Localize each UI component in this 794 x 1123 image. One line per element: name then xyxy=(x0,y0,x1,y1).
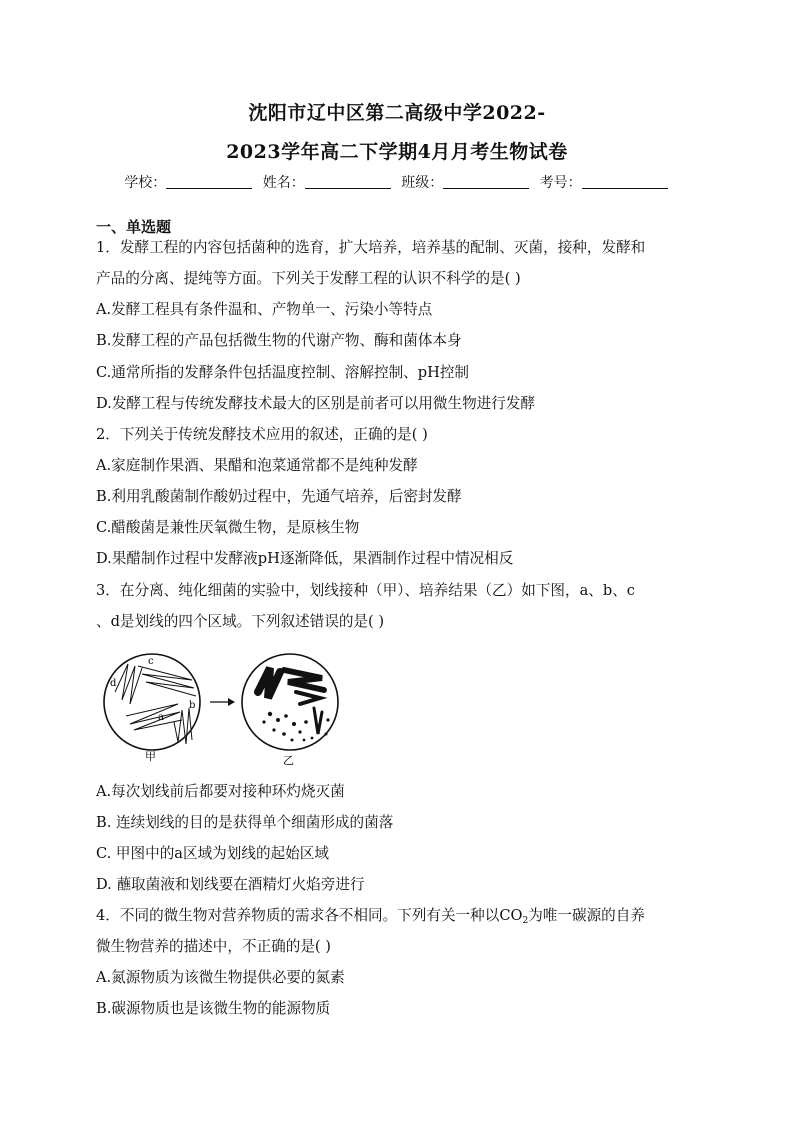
plate-jia-label: 甲 xyxy=(145,750,156,763)
name-label: 姓名： xyxy=(262,175,305,191)
exam-title-line1: 沈阳市辽中区第二高级中学2022- xyxy=(248,102,546,124)
q2-stem: 2．下列关于传统发酵技术应用的叙述，正确的是( ) xyxy=(96,426,428,443)
zone-b-label: b xyxy=(189,700,196,711)
exam-title-line2: 2023学年高二下学期4月月考生物试卷 xyxy=(226,141,568,163)
q1-option-b: B.发酵工程的产品包括微生物的代谢产物、酶和菌体本身 xyxy=(96,332,462,349)
q4-stem-part2: 为唯一碳源的自养 xyxy=(528,907,645,924)
class-blank[interactable] xyxy=(443,174,529,189)
zone-c-label: c xyxy=(148,656,154,667)
q2-option-d: D.果醋制作过程中发酵液pH逐渐降低，果酒制作过程中情况相反 xyxy=(96,550,514,567)
q1-stem-line1: 1．发酵工程的内容包括菌种的选育，扩大培养，培养基的配制、灭菌，接种，发酵和 xyxy=(96,239,646,256)
q4-stem-line1 xyxy=(96,906,645,931)
q1-option-d: D.发酵工程与传统发酵技术最大的区别是前者可以用微生物进行发酵 xyxy=(96,395,536,412)
plate-yi-label: 乙 xyxy=(283,754,294,767)
q1-option-c: C.通常所指的发酵条件包括温度控制、溶解控制、pH控制 xyxy=(96,364,470,381)
arrow-head-icon xyxy=(228,698,235,706)
student-info-row xyxy=(0,172,794,192)
q3-stem-line1: 3．在分离、纯化细菌的实验中，划线接种（甲）、培养结果（乙）如下图，a、b、c xyxy=(96,582,635,599)
q2-option-c: C.醋酸菌是兼性厌氧微生物，是原核生物 xyxy=(96,519,360,536)
q4-option-b: B.碳源物质也是该微生物的能源物质 xyxy=(96,1000,331,1017)
q4-option-a: A.氮源物质为该微生物提供必要的氮素 xyxy=(96,969,345,986)
plate-jia-dish xyxy=(104,654,200,750)
school-blank[interactable] xyxy=(166,174,252,189)
exam-no-label: 考号： xyxy=(539,175,582,191)
zone-d-label: d xyxy=(110,678,117,689)
q3-option-c: C. 甲图中的a区域为划线的起始区域 xyxy=(96,845,329,862)
q1-stem-line2: 产品的分离、提纯等方面。下列关于发酵工程的认识不科学的是( ) xyxy=(96,270,521,287)
name-blank[interactable] xyxy=(305,174,391,189)
streak-lines xyxy=(115,664,196,744)
q2-option-b: B.利用乳酸菌制作酸奶过程中，先通气培养，后密封发酵 xyxy=(96,488,462,505)
q4-stem-part1: 4．不同的微生物对营养物质的需求各不相同。下列有关一种以CO xyxy=(96,907,523,924)
q3-option-b: B. 连续划线的目的是获得单个细菌形成的菌落 xyxy=(96,814,394,831)
q3-option-d: D. 蘸取菌液和划线要在酒精灯火焰旁进行 xyxy=(96,876,365,893)
q1-option-a: A.发酵工程具有条件温和、产物单一、污染小等特点 xyxy=(96,301,433,318)
streak-plate-figure xyxy=(100,650,400,770)
zone-a-label: a xyxy=(158,712,164,723)
q3-option-a: A.每次划线前后都要对接种环灼烧灭菌 xyxy=(96,783,345,800)
q4-stem-line2: 微生物营养的描述中，不正确的是( ) xyxy=(96,938,331,955)
section-heading: 一、单选题 xyxy=(96,218,172,236)
school-label: 学校： xyxy=(124,175,167,191)
q2-option-a: A.家庭制作果酒、果醋和泡菜通常都不是纯种发酵 xyxy=(96,457,418,474)
class-label: 班级： xyxy=(401,175,444,191)
q4-subscript: 2 xyxy=(522,916,529,926)
exam-no-blank[interactable] xyxy=(582,174,668,189)
colony-growth xyxy=(258,668,324,734)
q3-stem-line2: 、d是划线的四个区域。下列叙述错误的是( ) xyxy=(96,613,385,630)
